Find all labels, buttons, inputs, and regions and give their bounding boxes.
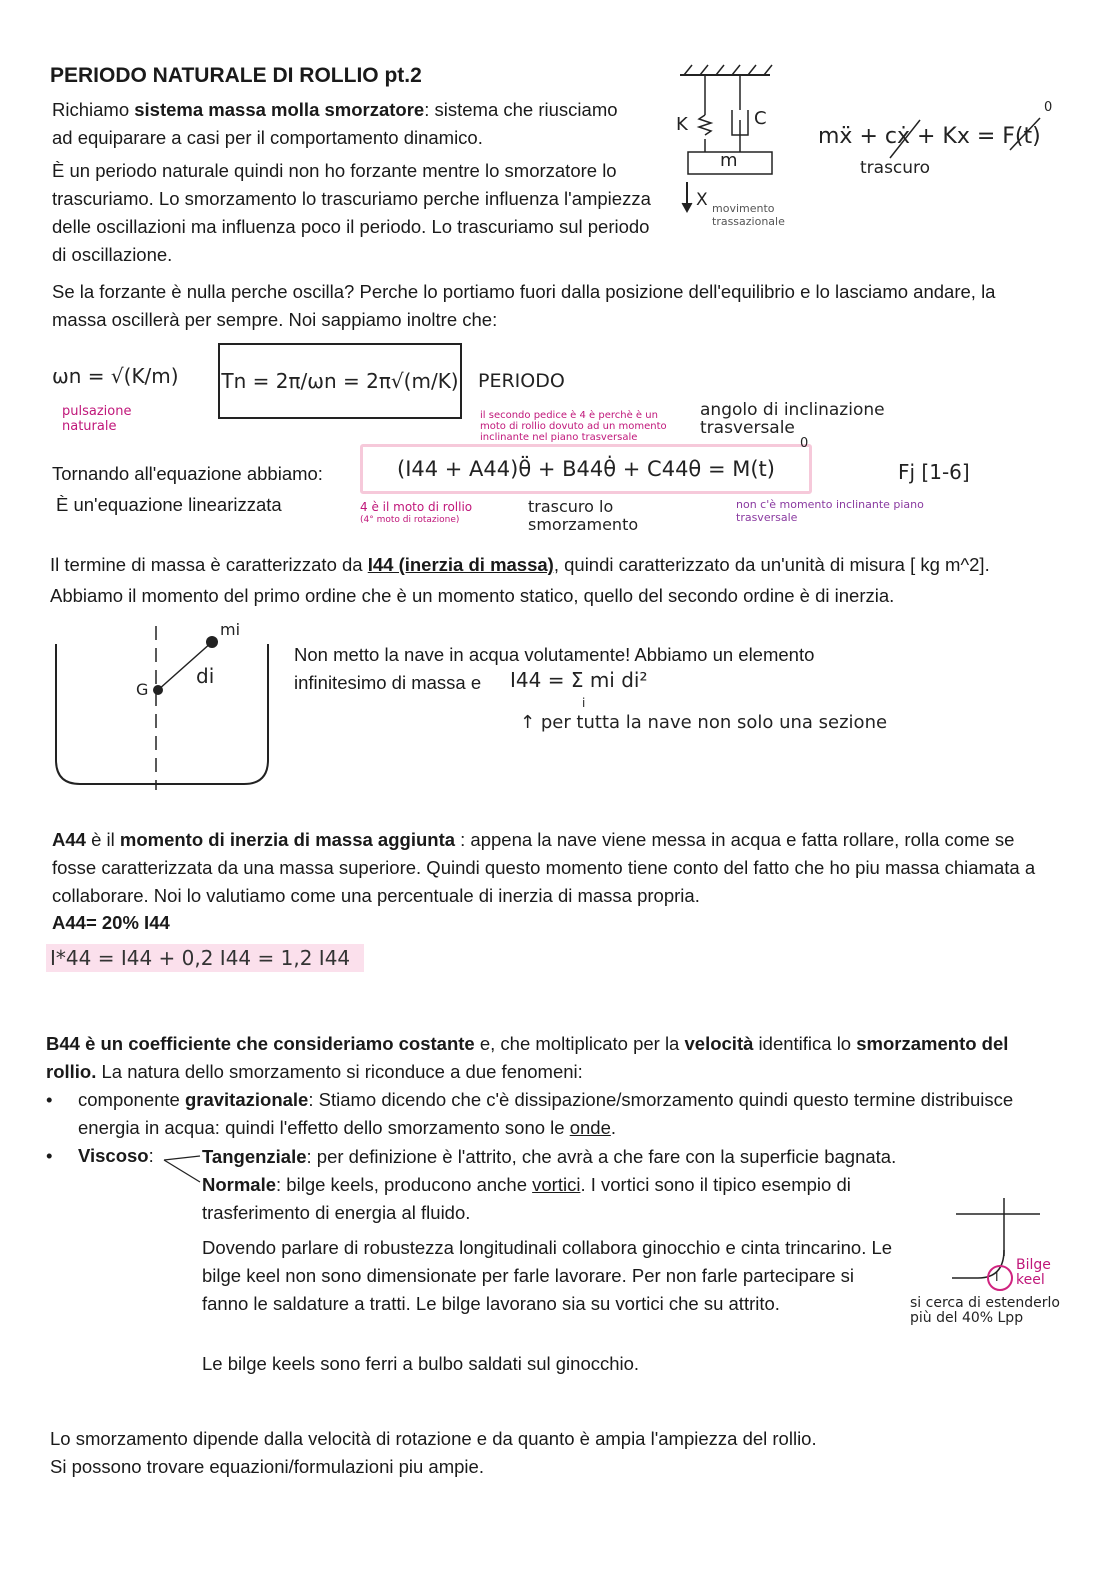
hull-text-2: infinitesimo di massa e: [294, 672, 482, 693]
a44-equation: A44= 20% I44: [52, 912, 170, 933]
damping-neglected-note: trascuro lo smorzamento: [528, 497, 639, 534]
mass-term-line-2: Abbiamo il momento del primo ordine che è un momento statico, quello del secondo ordine è di inerzia.: [50, 585, 895, 606]
roll-equation-zero: 0: [800, 436, 809, 451]
displacement-note: movimento trassazionale: [712, 202, 785, 228]
closing-line-1: Lo smorzamento dipende dalla velocità di rotazione e da quanto è ampia l'ampiezza del rollio.: [50, 1428, 817, 1449]
viscous-normal: Normale: bilge keels, producono anche vortici. I vortici sono il tipico esempio di trasferimento di energia al fluido.: [202, 1174, 851, 1223]
bilge-paragraph-2: Le bilge keels sono ferri a bulbo saldati sul ginocchio.: [202, 1353, 640, 1374]
inertia-sum-formula: I44 = Σ mi di²: [510, 668, 648, 692]
spring-equation-zero: 0: [1044, 100, 1053, 115]
viscous-brace: [160, 1150, 204, 1190]
damper-c-label: C: [754, 108, 767, 129]
intro-paragraph-3: Se la forzante è nulla perche oscilla? Perche lo portiamo fuori dalla posizione dell'equilibrio e lo lasciamo andare, la massa oscillerà per sempre. Noi sappiamo inoltre che:: [52, 281, 996, 330]
bilge-paragraph-1: Dovendo parlare di robustezza longitudinali collabora ginocchio e cinta trincarino. Le bilge keel non sono dimensionate per farle lavorare. Per non farle partecipare si fanno le saldature a tratti. Le bilge lavorano sia su vortici che su attrito.: [202, 1237, 893, 1314]
a44-paragraph: A44 è il momento di inerzia di massa aggiunta : appena la nave viene messa in acqua e fatta rollare, rolla come se fosse caratterizzata da una massa superiore. Quindi questo momento tiene conto del fatto che ho piu massa chiamata a collaborare. Noi lo valutiamo come una percentuale di inerzia di massa propria.: [52, 829, 1036, 906]
no-moment-note: non c'è momento inclinante piano trasversale: [736, 498, 924, 524]
bullet-viscous: • Viscoso:: [46, 1145, 154, 1166]
mass-term-line-1: Il termine di massa è caratterizzato da I44 (inerzia di massa), quindi caratterizzato da un'unità di misura [ kg m^2].: [50, 554, 990, 575]
page-title: PERIODO NATURALE DI ROLLIO pt.2: [50, 64, 422, 87]
bilge-keel-note: si cerca di estenderlo più del 40% Lpp: [910, 1295, 1060, 1326]
closing-line-2: Si possono trovare equazioni/formulazioni piu ampie.: [50, 1456, 484, 1477]
period-label: PERIODO: [478, 370, 565, 392]
hull-mi-label: mi: [220, 620, 241, 639]
omega-n-note: pulsazione naturale: [62, 404, 132, 434]
hull-g-label: G: [136, 680, 149, 699]
spring-equation: mẍ + cẋ + Kx = F(t): [818, 124, 1041, 149]
viscous-tangential: Tangenziale: per definizione è l'attrito, che avrà a che fare con la superficie bagnata.: [202, 1146, 897, 1167]
bilge-keel-label: Bilge keel: [1016, 1257, 1051, 1288]
mode-4-note-sub: (4° moto di rotazione): [360, 515, 460, 525]
mass-m-label: m: [720, 150, 738, 171]
hull-di-label: di: [196, 664, 215, 688]
inertia-sum-subscript: i: [582, 696, 586, 710]
spring-equation-note: trascuro: [860, 158, 931, 178]
intro-paragraph-2: È un periodo naturale quindi non ho forzante mentre lo smorzatore lo trascuriamo. Lo smorzamento lo trascuriamo perche influenza l'ampiezza delle oscillazioni ma influenza poco il periodo. Lo trascuriamo sul periodo di oscillazione.: [52, 160, 651, 265]
intro-paragraph-1: Richiamo sistema massa molla smorzatore: sistema che riusciamo ad equiparare a casi per il comportamento dinamico.: [52, 99, 618, 148]
b44-paragraph: B44 è un coefficiente che consideriamo costante e, che moltiplicato per la velocità identifica lo smorzamento del rollio. La natura dello smorzamento si riconduce a due fenomeni:: [46, 1033, 1009, 1082]
spring-k-label: K: [676, 114, 688, 135]
hull-section-sketch: [52, 620, 272, 790]
roll-equation: (I44 + A44)θ̈ + B44θ̇ + C44θ = M(t): [360, 444, 812, 494]
whole-ship-note: ↑ per tutta la nave non solo una sezione: [520, 712, 888, 733]
mode-4-note: 4 è il moto di rollio: [360, 500, 473, 514]
second-index-note: il secondo pedice è 4 è perchè è un moto di rollio dovuto ad un momento inclinante nel piano trasversale: [480, 410, 667, 443]
fj-reference: Fj [1-6]: [898, 460, 970, 484]
equation-lead: Tornando all'equazione abbiamo:: [52, 463, 323, 484]
period-formula-box: Tn = 2π/ωn = 2π√(m/K): [218, 343, 462, 419]
bullet-gravitational: • componente gravitazionale: Stiamo dicendo che c'è dissipazione/smorzamento quindi questo termine distribuisce energia in acqua: quindi l'effetto dello smorzamento sono le onde.: [46, 1089, 1014, 1138]
inertia-total-equation: I*44 = I44 + 0,2 I44 = 1,2 I44: [46, 944, 364, 972]
strike-arrow: [880, 110, 1050, 170]
hull-text-1: Non metto la nave in acqua volutamente! Abbiamo un elemento: [294, 644, 815, 665]
displacement-x-label: X: [696, 190, 708, 210]
omega-n-formula: ωn = √(K/m): [52, 364, 179, 388]
inclination-angle-note: angolo di inclinazione trasversale: [700, 400, 885, 438]
equation-linearized: È un'equazione linearizzata: [56, 494, 282, 515]
bilge-keel-sketch: [940, 1495, 1050, 1590]
bilge-keel-i: I: [995, 1270, 999, 1284]
